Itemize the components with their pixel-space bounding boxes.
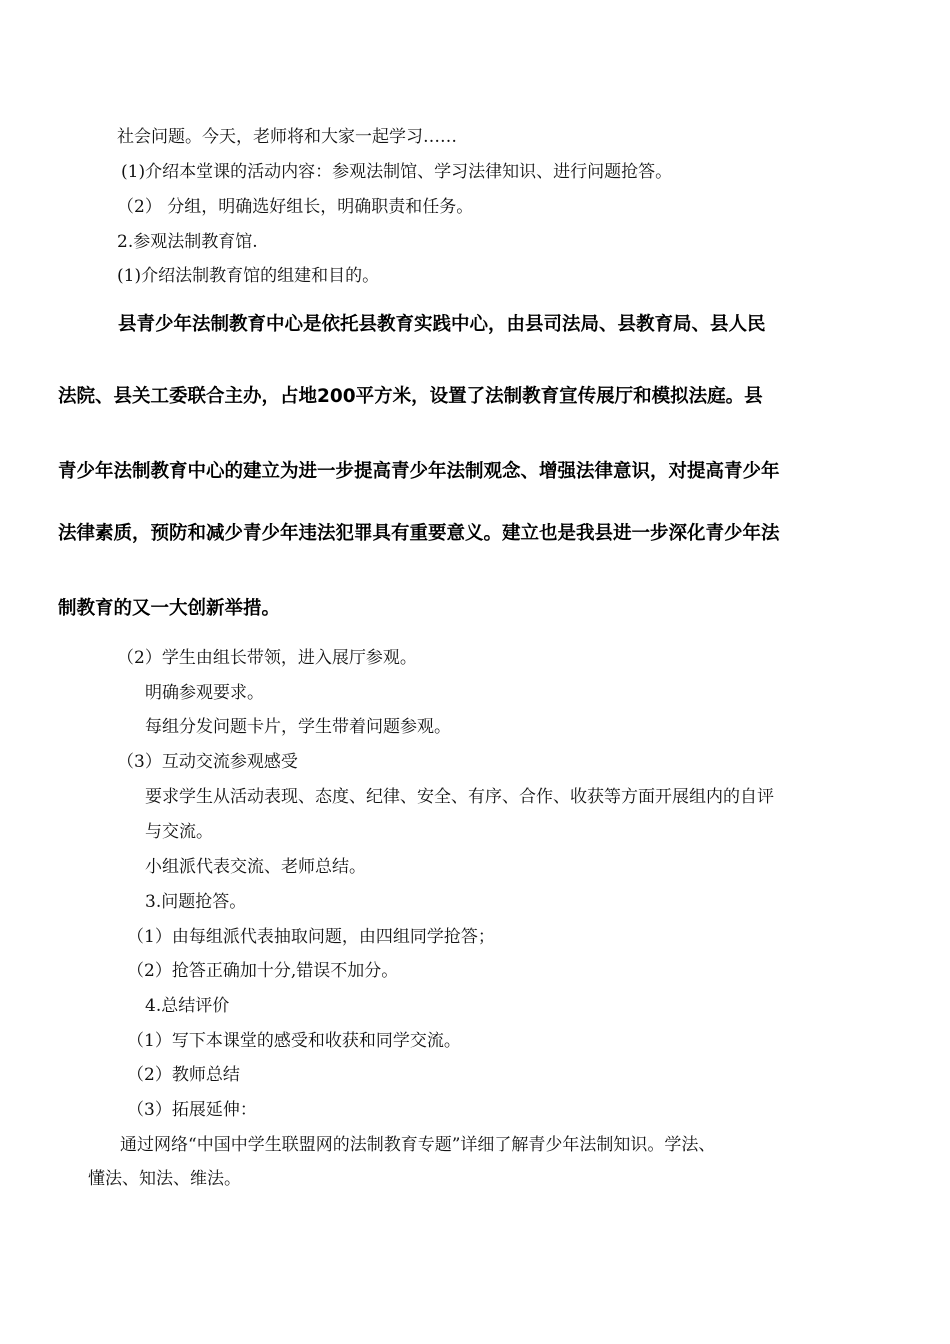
section-4-heading: 4.总结评价	[145, 996, 230, 1016]
section-4-item-1: （1）写下本课堂的感受和收获和同学交流。	[127, 1031, 461, 1051]
exchange-line: 与交流。	[145, 822, 213, 842]
highlight-paragraph-line: 县青少年法制教育中心是依托县教育实践中心，由县司法局、县教育局、县人民	[118, 314, 766, 335]
section-2-item-2: （2）学生由组长带领，进入展厅参观。	[117, 648, 417, 668]
section-4-item-2: （2）教师总结	[127, 1065, 240, 1085]
highlight-paragraph-line: 法律素质，预防和减少青少年违法犯罪具有重要意义。建立也是我县进一步深化青少年法	[58, 523, 780, 544]
visit-requirement: 明确参观要求。	[145, 683, 264, 703]
section-2-heading: 2.参观法制教育馆.	[117, 232, 258, 252]
intro-line: 社会问题。今天，老师将和大家一起学习……	[117, 127, 457, 147]
section-2-item-3: （3）互动交流参观感受	[117, 752, 298, 772]
extension-line: 通过网络“中国中学生联盟网的法制教育专题”详细了解青少年法制知识。学法、	[120, 1135, 716, 1155]
highlight-paragraph-line: 制教育的又一大创新举措。	[58, 598, 281, 619]
highlight-paragraph-line: 法院、县关工委联合主办，占地200平方米，设置了法制教育宣传展厅和模拟法庭。县	[58, 386, 763, 407]
section-2-item-1: (1)介绍法制教育馆的组建和目的。	[117, 266, 380, 286]
exchange-line: 要求学生从活动表现、态度、纪律、安全、有序、合作、收获等方面开展组内的自评	[145, 787, 774, 807]
section-4-item-3: （3）拓展延伸：	[127, 1100, 257, 1120]
section-3-item-1: （1）由每组派代表抽取问题，由四组同学抢答；	[127, 927, 495, 947]
section-3-heading: 3.问题抢答。	[145, 892, 247, 912]
extension-line: 懂法、知法、维法。	[88, 1169, 241, 1189]
intro-item-1: (1)介绍本堂课的活动内容：参观法制馆、学习法律知识、进行问题抢答。	[121, 162, 673, 182]
question-cards: 每组分发问题卡片，学生带着问题参观。	[145, 717, 451, 737]
highlight-paragraph-line: 青少年法制教育中心的建立为进一步提高青少年法制观念、增强法律意识，对提高青少年	[58, 461, 780, 482]
group-summary: 小组派代表交流、老师总结。	[145, 857, 366, 877]
intro-item-2: （2） 分组，明确选好组长，明确职责和任务。	[117, 197, 474, 217]
section-3-item-2: （2）抢答正确加十分,错误不加分。	[127, 961, 399, 981]
